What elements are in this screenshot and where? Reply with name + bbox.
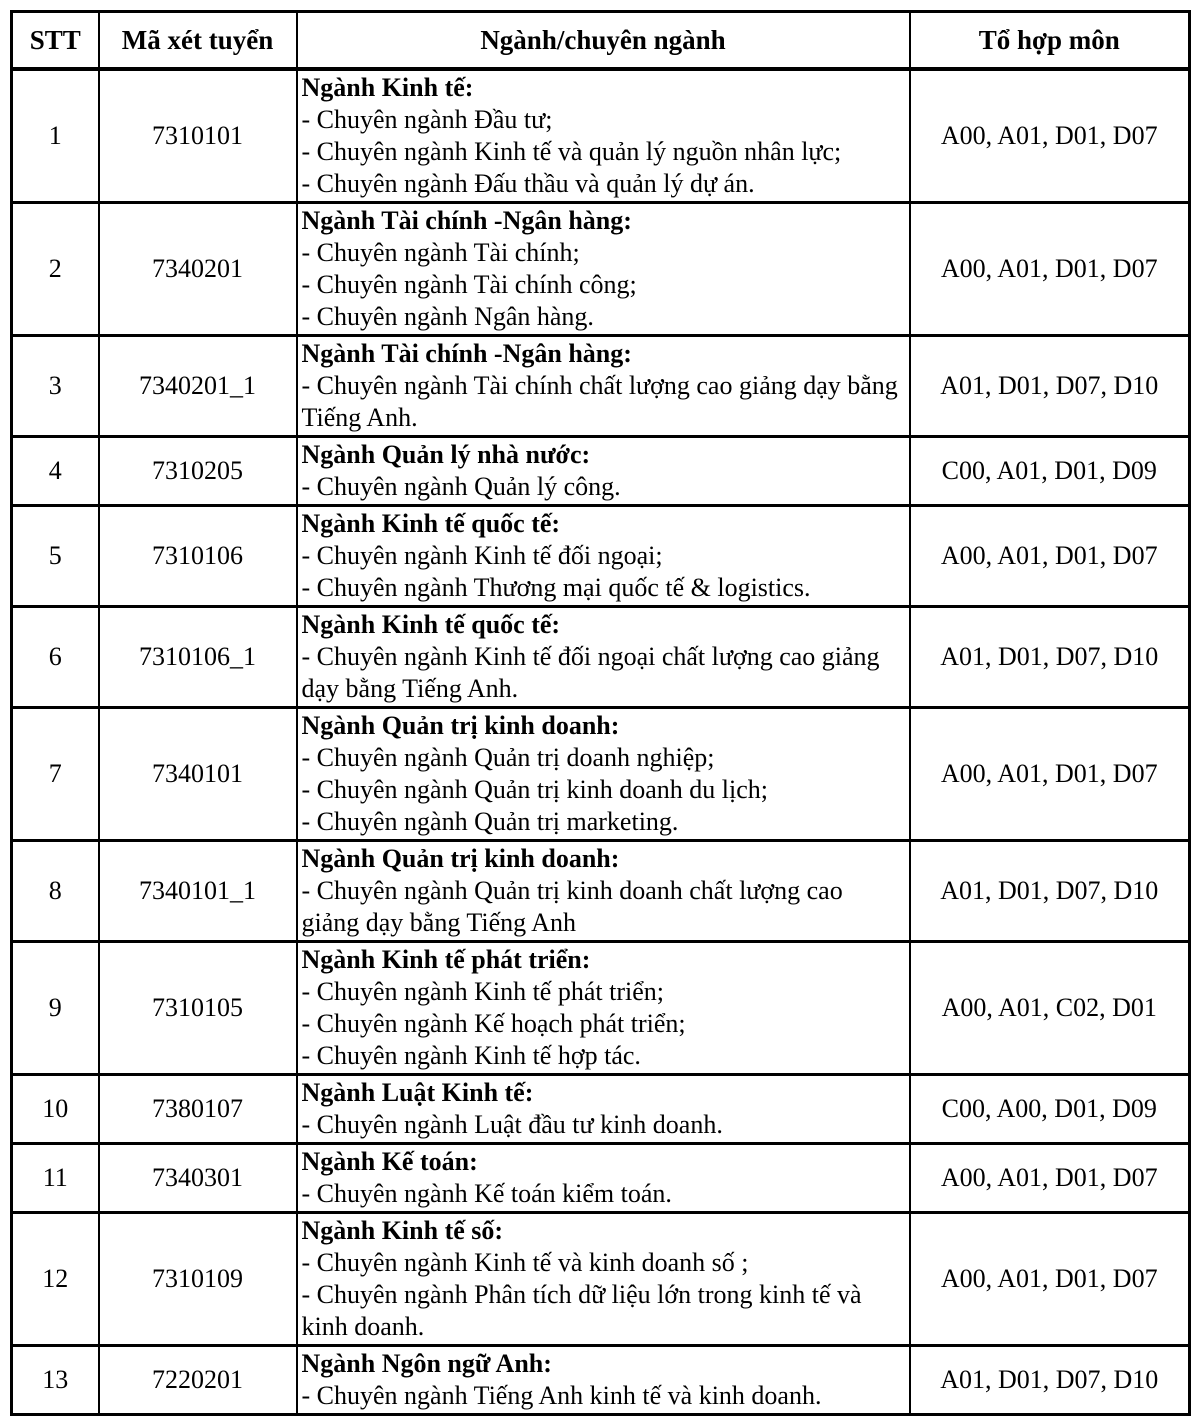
major-title: Ngành Kinh tế: [301,73,474,102]
major-cell [297,1144,910,1213]
major-title: Ngành Kế toán: [301,1147,478,1176]
stt-cell: 11 [12,1144,99,1213]
combo-cell: A00, A01, D01, D07 [910,1213,1190,1346]
major-cell [297,607,910,708]
table-row [12,1075,1190,1144]
stt-cell: 13 [12,1346,99,1415]
specializations [302,1380,905,1412]
table-row [12,1213,1190,1346]
specialization-line: - Chuyên ngành Đấu thầu và quản lý dự án. [301,169,755,198]
code-cell: 7340101 [99,708,297,841]
specialization-line: - Chuyên ngành Phân tích dữ liệu lớn trong kinh tế và kinh doanh. [301,1280,862,1341]
specializations [302,976,905,1072]
major-title: Ngành Tài chính -Ngân hàng: [301,206,632,235]
specializations [302,471,905,503]
table-body [12,69,1190,1415]
code-cell: 7380107 [99,1075,297,1144]
code-cell: 7310105 [99,942,297,1075]
major-title: Ngành Tài chính -Ngân hàng: [301,339,632,368]
specialization-line: - Chuyên ngành Quản trị kinh doanh du lịch; [301,775,768,804]
specialization-line: - Chuyên ngành Tài chính; [301,238,580,267]
specialization-line: - Chuyên ngành Kinh tế hợp tác. [301,1041,641,1070]
specialization-line: - Chuyên ngành Quản lý công. [301,472,621,501]
major-title: Ngành Quản trị kinh doanh: [301,711,620,740]
combo-cell: A01, D01, D07, D10 [910,1346,1190,1415]
table-row [12,841,1190,942]
table-row [12,708,1190,841]
specialization-line: - Chuyên ngành Tài chính công; [301,270,637,299]
specialization-line: - Chuyên ngành Đầu tư; [301,105,553,134]
header-row [12,12,1190,70]
header-subject-combination: Tổ hợp môn [910,12,1190,70]
major-title: Ngành Luật Kinh tế: [301,1078,534,1107]
specialization-line: - Chuyên ngành Kinh tế phát triển; [301,977,664,1006]
stt-cell: 5 [12,506,99,607]
code-cell: 7310101 [99,69,297,203]
specializations [302,1109,905,1141]
header-stt: STT [12,12,99,70]
major-title: Ngành Kinh tế phát triển: [301,945,591,974]
specializations [302,1178,905,1210]
major-cell [297,203,910,336]
stt-cell: 7 [12,708,99,841]
major-cell [297,437,910,506]
specialization-line: - Chuyên ngành Kinh tế đối ngoại; [301,541,663,570]
specialization-line: - Chuyên ngành Luật đầu tư kinh doanh. [301,1110,723,1139]
code-cell: 7310106 [99,506,297,607]
stt-cell: 6 [12,607,99,708]
specialization-line: - Chuyên ngành Kế hoạch phát triển; [301,1009,686,1038]
specialization-line: - Chuyên ngành Thương mại quốc tế & logistics. [301,573,811,602]
code-cell: 7310109 [99,1213,297,1346]
combo-cell: A01, D01, D07, D10 [910,336,1190,437]
specializations [302,641,905,705]
table-row [12,942,1190,1075]
combo-cell: C00, A01, D01, D09 [910,437,1190,506]
combo-cell: A00, A01, D01, D07 [910,708,1190,841]
major-cell [297,942,910,1075]
code-cell: 7340301 [99,1144,297,1213]
table-row [12,1346,1190,1415]
table-row [12,336,1190,437]
table-row [12,1144,1190,1213]
specialization-line: - Chuyên ngành Quản trị doanh nghiệp; [301,743,715,772]
major-title: Ngành Ngôn ngữ Anh: [301,1349,552,1378]
major-cell [297,69,910,203]
stt-cell: 12 [12,1213,99,1346]
major-cell [297,1346,910,1415]
combo-cell: A01, D01, D07, D10 [910,841,1190,942]
table-row [12,437,1190,506]
code-cell: 7340201 [99,203,297,336]
stt-cell: 10 [12,1075,99,1144]
header-admission-code: Mã xét tuyển [99,12,297,70]
stt-cell: 8 [12,841,99,942]
admission-table [10,10,1191,1416]
specializations [302,237,905,333]
major-title: Ngành Quản trị kinh doanh: [301,844,620,873]
specialization-line: - Chuyên ngành Kinh tế và kinh doanh số ; [301,1248,749,1277]
major-title: Ngành Quản lý nhà nước: [301,440,591,469]
table-row [12,607,1190,708]
stt-cell: 3 [12,336,99,437]
code-cell: 7310205 [99,437,297,506]
specialization-line: - Chuyên ngành Kinh tế và quản lý nguồn nhân lực; [301,137,842,166]
major-title: Ngành Kinh tế quốc tế: [301,509,561,538]
major-cell [297,336,910,437]
stt-cell: 2 [12,203,99,336]
combo-cell: A01, D01, D07, D10 [910,607,1190,708]
header-major: Ngành/chuyên ngành [297,12,910,70]
specialization-line: - Chuyên ngành Quản trị marketing. [301,807,679,836]
stt-cell: 9 [12,942,99,1075]
specializations [302,1247,905,1343]
major-title: Ngành Kinh tế quốc tế: [301,610,561,639]
combo-cell: A00, A01, D01, D07 [910,203,1190,336]
table-row [12,506,1190,607]
major-cell [297,1075,910,1144]
combo-cell: A00, A01, D01, D07 [910,69,1190,203]
specialization-line: - Chuyên ngành Tiếng Anh kinh tế và kinh doanh. [301,1381,822,1410]
code-cell: 7310106_1 [99,607,297,708]
specializations [302,875,905,939]
table-row [12,203,1190,336]
major-cell [297,506,910,607]
major-cell [297,1213,910,1346]
table-row [12,69,1190,203]
specializations [302,370,905,434]
specializations [302,742,905,838]
combo-cell: A00, A01, D01, D07 [910,1144,1190,1213]
stt-cell: 1 [12,69,99,203]
stt-cell: 4 [12,437,99,506]
specialization-line: - Chuyên ngành Quản trị kinh doanh chất lượng cao giảng dạy bằng Tiếng Anh [301,876,843,937]
specialization-line: - Chuyên ngành Kinh tế đối ngoại chất lượng cao giảng dạy bằng Tiếng Anh. [301,642,880,703]
specializations [302,104,905,200]
specialization-line: - Chuyên ngành Ngân hàng. [301,302,594,331]
combo-cell: A00, A01, D01, D07 [910,506,1190,607]
code-cell: 7220201 [99,1346,297,1415]
code-cell: 7340101_1 [99,841,297,942]
code-cell: 7340201_1 [99,336,297,437]
specialization-line: - Chuyên ngành Kế toán kiểm toán. [301,1179,672,1208]
major-cell [297,708,910,841]
major-cell [297,841,910,942]
specializations [302,540,905,604]
combo-cell: C00, A00, D01, D09 [910,1075,1190,1144]
combo-cell: A00, A01, C02, D01 [910,942,1190,1075]
table-header [12,12,1190,70]
major-title: Ngành Kinh tế số: [301,1216,504,1245]
specialization-line: - Chuyên ngành Tài chính chất lượng cao giảng dạy bằng Tiếng Anh. [301,371,898,432]
